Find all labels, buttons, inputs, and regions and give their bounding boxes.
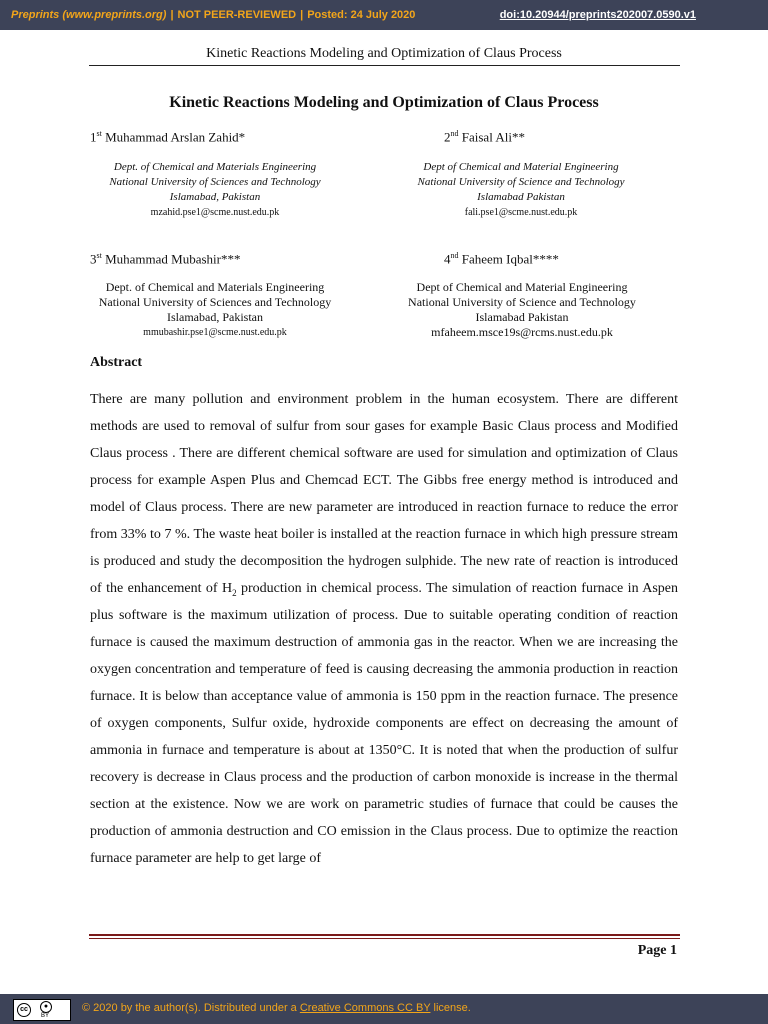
license-notice: © 2020 by the author(s). Distributed under a Creative Commons CC BY license. <box>82 1002 471 1014</box>
header-divider <box>89 65 680 66</box>
cc-logo-icon: cc <box>17 1003 31 1017</box>
author-3-affiliation: Dept. of Chemical and Materials Engineering National University of Sciences and Technology Islamabad, Pakistan mmubashir.pse1@scme.nust.edu.pk <box>90 280 340 340</box>
posted-date: Posted: 24 July 2020 <box>307 9 416 21</box>
author-4-name: 4nd Faheem Iqbal**** <box>444 251 559 267</box>
preprint-header-bar <box>0 0 768 30</box>
separator: | <box>170 9 174 21</box>
paper-title: Kinetic Reactions Modeling and Optimization of Claus Process <box>169 94 599 111</box>
author-1-email[interactable]: mzahid.pse1@scme.nust.edu.pk <box>150 207 280 218</box>
abstract-heading: Abstract <box>90 355 143 370</box>
preprints-link[interactable]: Preprints (www.preprints.org) <box>11 9 167 21</box>
author-2-email[interactable]: fali.pse1@scme.nust.edu.pk <box>464 207 578 218</box>
author-2-affiliation: Dept of Chemical and Material Engineering National University of Science and Technology Islamabad Pakistan fali.pse1@scme.nust.edu.pk <box>400 160 642 220</box>
page-number: Page 1 <box>637 943 677 958</box>
separator: | <box>300 9 304 21</box>
abstract-text: There are many pollution and environment problem in the human ecosystem. There are different methods are used to removal of sulfur from sour gases for example Basic Claus process and Modified Claus process . There are different chemical software are used for simulation and optimization of Claus process for example Aspen Plus and Chemcad ECT. The Gibbs free energy method is introduced and model of Claus process. There are new parameter are introduced in reaction furnace to reduce the error from 33% to 7 %. The waste heat boiler is installed at the reaction furnace in which high pressure stream is produced and study the decomposition the hydrogen sulphide. The new rate of reaction is introduced of the enhancement of $H_2$ production in chemical process. The simulation of reaction furnace in Aspen plus software is the maximum utilization of process. Due to suitable operating condition of reaction furnace is caused the maximum destruction of ammonia gas in the reactor. When we are increasing the oxygen concentration and temperature of feed is causing decreasing the ammonia production in reaction furnace. It is below than acceptance value of ammonia is 150 ppm in the reaction furnace. The presence of oxygen components, Sulfur oxide, hydroxide components are effect on decreasing the amount of ammonia in furnace and temperature is about at 1350°C. It is noted that when the production of sulfur recovery is decrease in Claus process and the production of carbon monoxide is increase in the thermal section at the existence. Now we are work on parametric studies of furnace that could be causes the production of ammonia destruction and CO emission in the Claus process. Due to optimize the reaction furnace parameter are help to get large of <box>90 392 678 866</box>
author-4-affiliation: Dept of Chemical and Material Engineering National University of Science and Technology Islamabad Pakistan mfaheem.msce19s@rcms.nust.edu.pk <box>397 280 647 340</box>
author-3-name: 3st Muhammad Mubashir*** <box>90 251 241 267</box>
creative-commons-badge[interactable] <box>13 999 71 1021</box>
running-head: Kinetic Reactions Modeling and Optimization of Claus Process <box>206 46 562 61</box>
license-link[interactable]: Creative Commons CC BY <box>299 1002 431 1014</box>
footer-divider <box>89 934 680 936</box>
author-3-email[interactable]: mmubashir.pse1@scme.nust.edu.pk <box>143 327 287 338</box>
by-label: BY <box>41 1013 50 1019</box>
preprint-status-line <box>11 9 415 21</box>
person-icon: ● <box>40 1001 52 1013</box>
footer-divider-thin <box>89 938 680 939</box>
author-2-name: 2nd Faisal Ali** <box>444 129 525 145</box>
doi-link[interactable]: doi:10.20944/preprints202007.0590.v1 <box>499 9 696 21</box>
peer-review-status: NOT PEER-REVIEWED <box>177 9 297 21</box>
author-1-name: 1st Muhammad Arslan Zahid* <box>90 129 246 145</box>
author-4-email[interactable]: mfaheem.msce19s@rcms.nust.edu.pk <box>431 325 613 339</box>
author-1-affiliation: Dept. of Chemical and Materials Engineering National University of Sciences and Technology Islamabad, Pakistan mzahid.pse1@scme.nust.edu.pk <box>90 160 340 220</box>
license-footer-bar <box>0 994 768 1024</box>
